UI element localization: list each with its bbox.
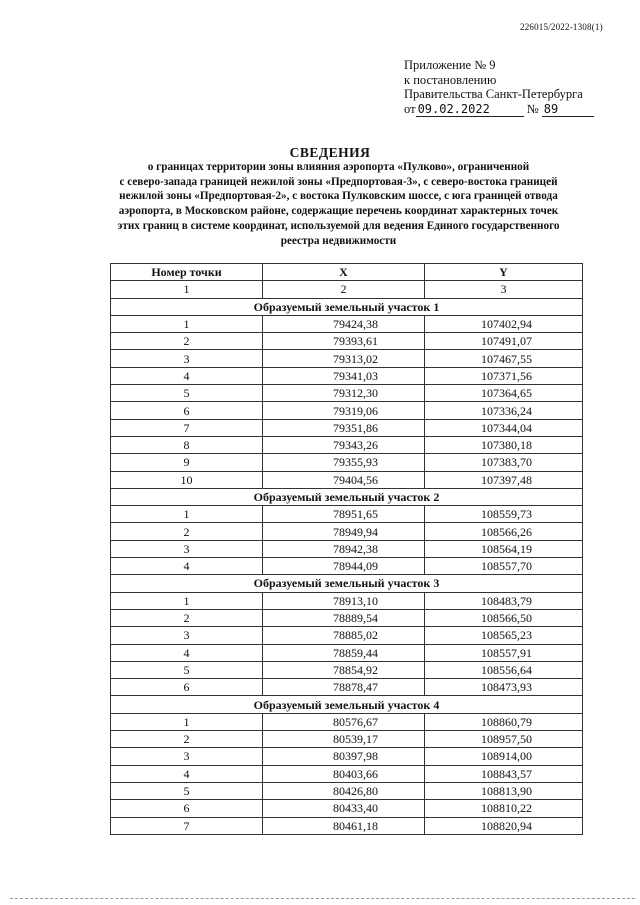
column-number-row [111,281,583,298]
x-coordinate: 79312,30 [263,385,425,402]
x-coordinate: 80433,40 [263,800,425,817]
appendix-line-1: Приложение № 9 [404,58,496,72]
y-coordinate: 107336,24 [425,402,583,419]
page-bottom-rule [10,898,635,899]
x-coordinate: 78944,09 [263,558,425,575]
y-coordinate: 108559,73 [425,506,583,523]
section-title: Образуемый земельный участок 1 [111,298,583,315]
point-number: 5 [111,385,263,402]
y-coordinate: 108556,64 [425,661,583,678]
document-registration-number: 226015/2022-1308(1) [520,22,603,32]
x-coordinate: 78942,38 [263,540,425,557]
x-coordinate: 79319,06 [263,402,425,419]
table-row [111,367,583,384]
point-number: 8 [111,436,263,453]
x-coordinate: 80576,67 [263,713,425,730]
x-coordinate: 78889,54 [263,609,425,626]
y-coordinate: 108564,19 [425,540,583,557]
x-coordinate: 79351,86 [263,419,425,436]
y-coordinate: 107364,65 [425,385,583,402]
table-row [111,315,583,332]
table-row [111,592,583,609]
column-number: 2 [263,281,425,298]
column-number: 1 [111,281,263,298]
point-number: 6 [111,800,263,817]
x-header: X [263,264,425,281]
point-number: 10 [111,471,263,488]
column-number: 3 [425,281,583,298]
y-coordinate: 107397,48 [425,471,583,488]
table-row [111,558,583,575]
y-coordinate: 107383,70 [425,454,583,471]
x-coordinate: 79424,38 [263,315,425,332]
point-number: 3 [111,540,263,557]
table-header-row [111,264,583,281]
point-number: 1 [111,592,263,609]
point-number: 1 [111,315,263,332]
point-number: 1 [111,713,263,730]
point-number: 7 [111,817,263,834]
point-number-header: Номер точки [111,264,263,281]
point-number: 2 [111,731,263,748]
table-row [111,436,583,453]
section-row [111,696,583,713]
section-title: Образуемый земельный участок 4 [111,696,583,713]
point-number: 4 [111,644,263,661]
table-row [111,713,583,730]
point-number: 2 [111,609,263,626]
y-coordinate: 108820,94 [425,817,583,834]
x-coordinate: 78854,92 [263,661,425,678]
y-coordinate: 108473,93 [425,679,583,696]
point-number: 4 [111,367,263,384]
table-row [111,402,583,419]
table-row [111,350,583,367]
point-number: 3 [111,627,263,644]
y-coordinate: 107380,18 [425,436,583,453]
y-coordinate: 108557,91 [425,644,583,661]
y-coordinate: 108957,50 [425,731,583,748]
table-row [111,731,583,748]
section-title: Образуемый земельный участок 2 [111,488,583,505]
point-number: 3 [111,350,263,367]
table-row [111,765,583,782]
section-row [111,298,583,315]
point-number: 6 [111,679,263,696]
point-number: 5 [111,782,263,799]
section-title: Образуемый земельный участок 3 [111,575,583,592]
point-number: 5 [111,661,263,678]
point-number: 4 [111,765,263,782]
y-header: Y [425,264,583,281]
table-row [111,419,583,436]
section-row [111,488,583,505]
y-coordinate: 108914,00 [425,748,583,765]
y-coordinate: 108813,90 [425,782,583,799]
x-coordinate: 80539,17 [263,731,425,748]
y-coordinate: 108843,57 [425,765,583,782]
subtitle-line: этих границ в системе координат, используемой для ведения Единого государственного [117,219,560,232]
appendix-date-line [404,102,614,118]
y-coordinate: 108810,22 [425,800,583,817]
y-coordinate: 108566,50 [425,609,583,626]
x-coordinate: 78949,94 [263,523,425,540]
x-coordinate: 79404,56 [263,471,425,488]
decree-number: 89 [542,102,594,118]
document-subtitle [66,160,611,248]
y-coordinate: 107467,55 [425,350,583,367]
point-number: 9 [111,454,263,471]
point-number: 4 [111,558,263,575]
y-coordinate: 108483,79 [425,592,583,609]
y-coordinate: 107371,56 [425,367,583,384]
x-coordinate: 80397,98 [263,748,425,765]
table-row [111,782,583,799]
table-row [111,540,583,557]
table-row [111,609,583,626]
point-number: 3 [111,748,263,765]
subtitle-line: реестра недвижимости [280,234,397,247]
document-title: СВЕДЕНИЯ [289,145,371,160]
x-coordinate: 78951,65 [263,506,425,523]
table-row [111,817,583,834]
table-row [111,454,583,471]
point-number: 7 [111,419,263,436]
coordinates-table [110,263,583,835]
appendix-header [404,58,614,117]
table-row [111,748,583,765]
x-coordinate: 79341,03 [263,367,425,384]
x-coordinate: 78859,44 [263,644,425,661]
x-coordinate: 78913,10 [263,592,425,609]
point-number: 6 [111,402,263,419]
appendix-line-2: к постановлению [404,72,497,87]
x-coordinate: 79313,02 [263,350,425,367]
x-coordinate: 80403,66 [263,765,425,782]
table-row [111,333,583,350]
y-coordinate: 107402,94 [425,315,583,332]
point-number: 1 [111,506,263,523]
x-coordinate: 79355,93 [263,454,425,471]
table-row [111,471,583,488]
y-coordinate: 108860,79 [425,713,583,730]
subtitle-line: о границах территории зоны влияния аэропорта «Пулково», ограниченной [147,161,530,173]
decree-date: 09.02.2022 [416,102,524,118]
number-prefix: № [526,101,539,116]
table-row [111,523,583,540]
appendix-line-3: Правительства Санкт-Петербурга [404,87,583,102]
x-coordinate: 80461,18 [263,817,425,834]
table-row [111,385,583,402]
x-coordinate: 79343,26 [263,436,425,453]
table-row [111,661,583,678]
subtitle-line: с северо-запада границей нежилой зоны «Предпортовая-3», с северо-востока границей [119,175,558,188]
y-coordinate: 108566,26 [425,523,583,540]
date-prefix: от [404,101,416,116]
table-row [111,800,583,817]
y-coordinate: 107491,07 [425,333,583,350]
x-coordinate: 78885,02 [263,627,425,644]
y-coordinate: 107344,04 [425,419,583,436]
table-row [111,644,583,661]
table-row [111,627,583,644]
x-coordinate: 78878,47 [263,679,425,696]
point-number: 2 [111,523,263,540]
y-coordinate: 108557,70 [425,558,583,575]
table-row [111,679,583,696]
section-row [111,575,583,592]
point-number: 2 [111,333,263,350]
table-row [111,506,583,523]
y-coordinate: 108565,23 [425,627,583,644]
subtitle-line: нежилой зоны «Предпортовая-2», с востока Пулковским шоссе, с юга границей отвода [119,190,558,203]
x-coordinate: 79393,61 [263,333,425,350]
x-coordinate: 80426,80 [263,782,425,799]
subtitle-line: аэропорта, в Московском районе, содержащие перечень координат характерных точек [118,205,559,218]
